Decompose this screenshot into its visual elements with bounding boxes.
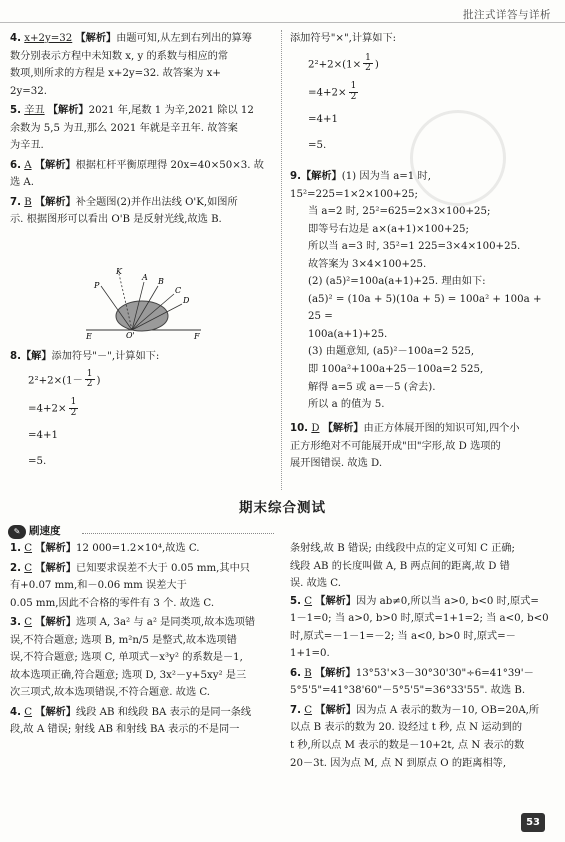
speed-heading xyxy=(8,522,61,540)
line-text: (2) (a5)²=100a(a+1)+25. 理由如下: xyxy=(308,276,486,288)
question-item xyxy=(10,30,272,100)
line-text: 时,原式=－1－1=－2; 当 a<0, b>0 时,原式=－1+1=0. xyxy=(290,630,516,660)
expr-line-2: =4+2× xyxy=(28,403,67,415)
line-text: 故答案为 3×4×100+25. xyxy=(308,258,427,270)
solution-line xyxy=(290,168,555,203)
solution-tag: 【解析】 xyxy=(34,196,76,208)
solution-line xyxy=(10,174,272,192)
solution-line xyxy=(290,737,555,755)
answer-value: C xyxy=(24,562,33,574)
line-text: 100a(a+1)+25. xyxy=(308,328,388,340)
solution-tag: 【解析】 xyxy=(35,543,77,554)
line-text: 5°5'5"=41°38'60"－5°5'5"=36°33'55". 故选 B. xyxy=(290,685,526,697)
solution-line xyxy=(290,455,555,473)
question-item xyxy=(290,593,555,663)
question-8 xyxy=(10,348,272,470)
fraction-half-2 xyxy=(69,398,79,419)
solution-line xyxy=(10,211,272,229)
line-text: 误,不符合题意; 选项 C, 单项式－x³y² 的系数是－1, xyxy=(10,652,243,664)
solution-tag: 【解析】 xyxy=(322,423,364,434)
speed-label: 刷速度 xyxy=(29,525,61,537)
solution-line xyxy=(10,614,272,632)
question-number: 5. xyxy=(290,595,301,607)
question-number: 7. xyxy=(290,704,301,716)
solution-line xyxy=(290,221,555,239)
frac-num: 1 xyxy=(70,397,77,408)
expr-close: ) xyxy=(96,374,101,386)
question-item xyxy=(290,420,555,473)
bottom-right-column xyxy=(290,540,555,774)
solution-tag: 【解析】 xyxy=(35,706,77,718)
page-header: 批注式详答与详析 xyxy=(463,9,551,21)
question-number: 6. xyxy=(290,667,301,679)
line-text: 即等号右边是 a×(a+1)×100+25; xyxy=(308,223,469,235)
solution-line xyxy=(10,667,272,685)
question-item xyxy=(10,560,272,613)
answer-value: C xyxy=(24,706,33,718)
line-text: 20－3t. 因为点 M, 点 N 到原点 O 的距离相等, xyxy=(290,757,507,769)
expr-line-4: =5. xyxy=(308,139,327,151)
left-top-column xyxy=(10,30,272,231)
line-text: 示. 根据图形可以看出 O'B 是反射光线,故选 B. xyxy=(10,214,222,226)
solution-line xyxy=(10,102,272,120)
line-text: 有+0.07 mm,和－0.06 mm 误差大于 xyxy=(10,580,187,592)
question-9 xyxy=(290,168,555,414)
solution-line xyxy=(10,48,272,66)
expr-line-1: 2²+2×(1× xyxy=(308,58,362,70)
line-text: 为辛丑. xyxy=(10,140,44,152)
line-text: 展开图错误. 故选 D. xyxy=(290,458,383,470)
intro-text: 添加符号"×",计算如下: xyxy=(290,33,397,44)
solution-line xyxy=(290,593,555,611)
question-number: 5. xyxy=(10,105,21,117)
solution-line xyxy=(290,326,555,344)
question-item xyxy=(290,702,555,772)
solution-line xyxy=(10,560,272,578)
line-text: t 秒,所以点 M 表示的数是－10+2t, 点 N 表示的数 xyxy=(290,740,525,752)
solution-tag: 【解析】 xyxy=(34,159,76,171)
solution-line xyxy=(290,238,555,256)
frac-num: 1 xyxy=(86,368,93,379)
solution-line xyxy=(10,721,272,739)
question-item xyxy=(290,665,555,700)
frac-den: 2 xyxy=(86,379,93,390)
question-number: 2. xyxy=(10,562,21,574)
line-text: (1) 因为当 a=1 时, 15²=225=1×2×100+25; xyxy=(290,171,431,200)
solution-tag: 【解析】 xyxy=(315,704,357,716)
solution-line xyxy=(290,379,555,397)
solution-line xyxy=(290,361,555,379)
line-text: 选 A. xyxy=(10,177,35,189)
pen-icon: ✎ xyxy=(8,525,26,539)
question-number: 3. xyxy=(10,617,21,629)
question-item xyxy=(10,194,272,229)
label-k: K xyxy=(116,268,122,276)
solution-line xyxy=(290,420,555,438)
question-number: 4. xyxy=(10,33,21,44)
answer-value: B xyxy=(24,196,32,208)
expr-line-3: =4+1 xyxy=(308,114,339,126)
dotted-rule xyxy=(82,533,274,534)
solution-tag: 【解析】 xyxy=(35,617,77,629)
question-number: 4. xyxy=(10,706,21,718)
right-top-column xyxy=(290,30,555,154)
solution-line xyxy=(10,577,272,595)
reflection-diagram xyxy=(86,268,206,340)
solution-tag: 【解析】 xyxy=(315,595,357,607)
answer-value: C xyxy=(304,595,313,607)
solution-line xyxy=(290,438,555,456)
fraction-half xyxy=(363,54,373,75)
label-c: C xyxy=(175,286,182,295)
frac-num: 1 xyxy=(350,81,357,92)
question-number: 1. xyxy=(10,543,21,554)
question-number: 8. xyxy=(10,351,21,362)
line-text: 由题可知,从左到右列出的算筹 xyxy=(116,33,252,44)
solution-line xyxy=(290,256,555,274)
solution-line xyxy=(10,595,272,613)
answer-value: D xyxy=(311,423,320,434)
label-e: E xyxy=(86,332,92,340)
frac-den: 2 xyxy=(365,63,371,74)
solution-line xyxy=(10,704,272,722)
line-text: 由正方体展开图的知识可知,四个小 xyxy=(363,423,520,434)
expr-line-2: =4+2× xyxy=(308,87,347,99)
solution-line xyxy=(10,137,272,155)
column-divider xyxy=(281,30,282,490)
line-text: 解得 a=5 或 a=－5 (舍去). xyxy=(308,381,436,393)
label-o-prime: O' xyxy=(126,331,135,340)
answer-value: C xyxy=(24,617,33,629)
line-text: 12 000=1.2×10⁴,故选 C. xyxy=(76,543,200,554)
solution-line xyxy=(290,343,555,361)
expr-line-1: 2²+2×(1－ xyxy=(28,374,83,386)
expr-line-4: =5. xyxy=(28,455,47,467)
solution-line xyxy=(290,702,555,720)
line-text: 正方形绝对不可能展开成"田"字形,故 D 选项的 xyxy=(290,440,501,452)
label-f: F xyxy=(194,332,200,340)
answer-value: C xyxy=(24,543,33,554)
solution-tag: 【解析】 xyxy=(314,667,356,679)
expr-line-3: =4+1 xyxy=(28,430,59,442)
line-text: 即 100a²+100a+25－100a=2 525, xyxy=(308,364,484,376)
expr-close: ) xyxy=(374,58,379,70)
answer-value: A xyxy=(24,159,32,171)
solution-line xyxy=(10,649,272,667)
continuation-line: 线段 AB 的长度叫做 A, B 两点间的距离,故 D 错 xyxy=(290,560,510,572)
solution-line xyxy=(290,665,555,683)
line-text: 误,不符合题意; 选项 B, m²n/5 是整式,故本选项错 xyxy=(10,634,237,646)
line-text: 数分别表示方程中未知数 x, y 的系数与相应的常 xyxy=(10,50,229,62)
solution-line xyxy=(290,291,555,326)
line-text: 故本选项正确,符合题意; 选项 D, 3x²－y+5xy² 是三 xyxy=(10,669,247,681)
line-text: 余数为 5,5 为丑,那么 2021 年就是辛丑年. 故答案 xyxy=(10,122,238,134)
line-text: 2y=32. xyxy=(10,85,47,97)
solution-line xyxy=(290,203,555,221)
section-title: 期末综合测试 xyxy=(239,500,326,516)
line-text: 次三项式,故本选项错误,不符合题意. 故选 C. xyxy=(10,687,211,699)
question-item xyxy=(10,614,272,702)
continuation-line: 误. 故选 C. xyxy=(290,578,341,590)
line-text: 段,故 A 错误; 射线 AB 和射线 BA 表示的不是同一 xyxy=(10,724,240,736)
question-item xyxy=(10,157,272,192)
solution-line xyxy=(290,396,555,414)
answer-value: 辛丑 xyxy=(24,105,45,117)
answer-value: C xyxy=(304,704,313,716)
fraction-half-2 xyxy=(349,82,359,103)
solution-line xyxy=(10,632,272,650)
question-item xyxy=(10,704,272,739)
label-a: A xyxy=(142,273,148,282)
solution-line xyxy=(290,755,555,773)
line-text: 1－1=0; 当 a>0, b>0 时,原式=1+1=2; 当 a<0, b<0 xyxy=(290,613,549,625)
line-text: 所以当 a=3 时, 35²=1 225=3×4×100+25. xyxy=(308,241,521,253)
line-text: 选项 A, 3a² 与 a² 是同类项,故本选项错 xyxy=(76,617,256,629)
line-text: 补全题图(2)并作出法线 O'K,如图所 xyxy=(75,196,238,208)
answer-value: x+2y=32 xyxy=(24,33,73,44)
solution-tag: 【解析】 xyxy=(35,562,77,574)
solution-tag: 【解析】 xyxy=(300,171,342,182)
solution-line xyxy=(10,684,272,702)
line-text: 因为点 A 表示的数为－10, OB=20A,所 xyxy=(356,704,540,716)
solution-line xyxy=(10,65,272,83)
answer-value: B xyxy=(304,667,312,679)
continuation-line: 条射线,故 B 错误; 由线段中点的定义可知 C 正确; xyxy=(290,543,515,554)
solution-line xyxy=(290,610,555,628)
bottom-left-column xyxy=(10,540,272,741)
label-p: P xyxy=(94,281,100,290)
line-text: (a5)² = (10a + 5)(10a + 5) = 100a² + 100a + 25 = xyxy=(308,293,542,323)
fraction-half xyxy=(85,370,95,391)
question-number: 9. xyxy=(290,171,301,182)
solution-tag: 【解】 xyxy=(20,351,52,362)
line-text: 2021 年,尾数 1 为辛,2021 除以 12 xyxy=(88,105,254,117)
solution-line xyxy=(10,540,272,558)
frac-num: 1 xyxy=(365,52,371,63)
solution-line xyxy=(10,194,272,212)
line-text: 13°53'×3－30°30'30"÷6=41°39'－ xyxy=(355,667,534,679)
solution-line xyxy=(290,682,555,700)
line-text: 0.05 mm,因此不合格的零件有 3 个. 故选 C. xyxy=(10,597,215,609)
label-b: B xyxy=(158,277,164,286)
question-number: 10. xyxy=(290,423,309,434)
question-number: 7. xyxy=(10,196,21,208)
question-number: 6. xyxy=(10,159,21,171)
solution-line xyxy=(10,157,272,175)
solution-line xyxy=(10,120,272,138)
line-text: 以点 B 表示的数为 20. 设经过 t 秒, 点 N 运动到的 xyxy=(290,722,523,734)
header-divider xyxy=(0,22,565,23)
solution-line xyxy=(10,30,272,48)
line-text: 数项,则所求的方程是 x+2y=32. 故答案为 x+ xyxy=(10,68,221,80)
label-d: D xyxy=(183,296,190,305)
line-text: 线段 AB 和线段 BA 表示的是同一条线 xyxy=(76,706,252,718)
line-text: 根据杠杆平衡原理得 20x=40×50×3. 故 xyxy=(75,159,264,171)
solution-tag: 【解析】 xyxy=(75,33,117,44)
question-item xyxy=(10,540,272,558)
solution-line xyxy=(290,719,555,737)
solution-line xyxy=(290,628,555,663)
question-item xyxy=(10,102,272,155)
line-text: 所以 a 的值为 5. xyxy=(308,399,385,411)
line-text: 当 a=2 时, 25²=625=2×3×100+25; xyxy=(308,206,491,218)
line-text: 因为 ab≠0,所以当 a>0, b<0 时,原式= xyxy=(356,595,539,607)
frac-den: 2 xyxy=(70,408,77,419)
intro-text: 添加符号"－",计算如下: xyxy=(51,351,160,362)
solution-tag: 【解析】 xyxy=(47,105,89,117)
page-number: 53 xyxy=(521,813,545,832)
solution-line xyxy=(10,83,272,101)
line-text: 已知要求误差不大于 0.05 mm,其中只 xyxy=(76,562,250,574)
solution-line xyxy=(290,273,555,291)
frac-den: 2 xyxy=(350,92,357,103)
line-text: (3) 由题意知, (a5)²－100a=2 525, xyxy=(308,346,475,358)
question-10 xyxy=(290,420,555,475)
